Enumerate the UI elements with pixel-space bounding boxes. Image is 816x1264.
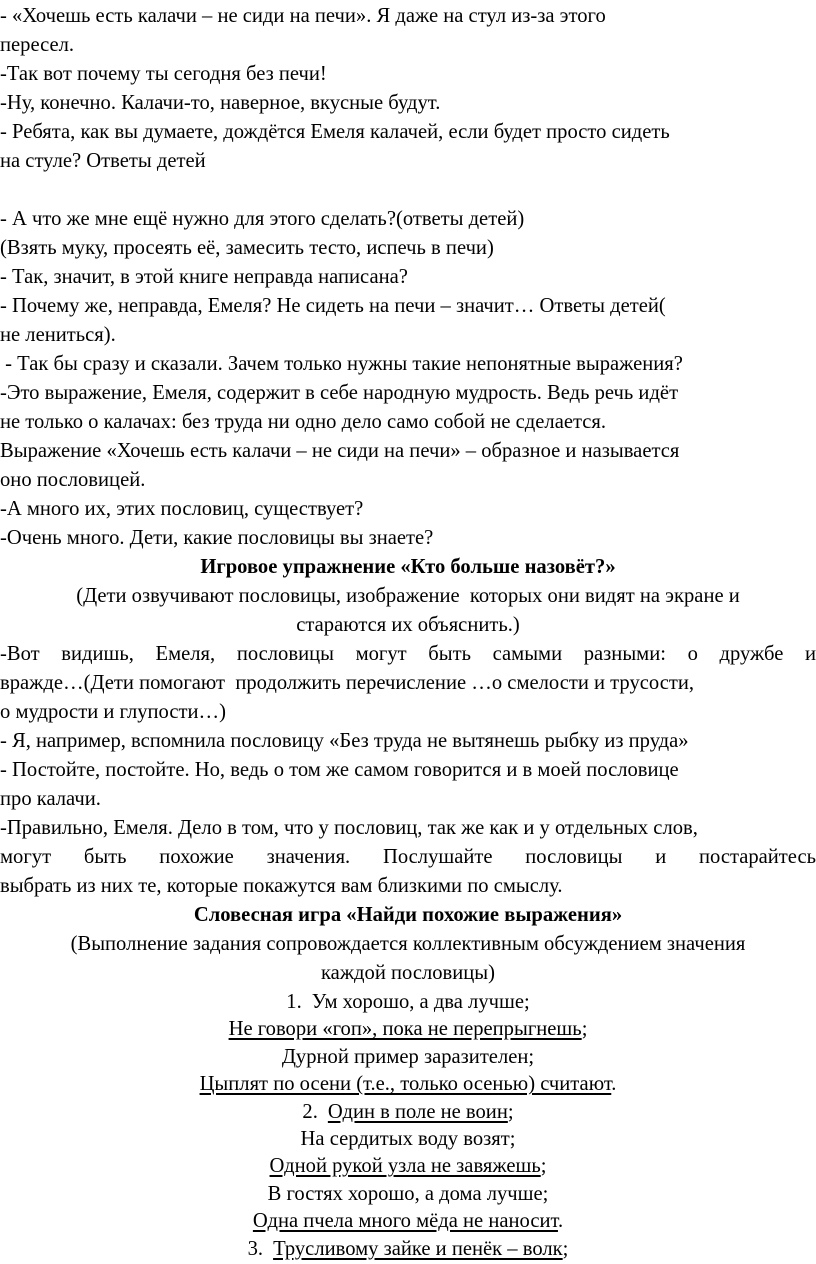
text-line: -А много их, этих пословиц, существует? (0, 498, 364, 520)
section-heading: Словесная игра «Найди похожие выражения» (193, 904, 623, 926)
proverb-line: Цыплят по осени (т.е., только осенью) считают. (199, 1073, 617, 1096)
text-line: не только о калачах: без труда ни одно дело само собой не сделается. (0, 411, 606, 433)
text-line: -Это выражение, Емеля, содержит в себе народную мудрость. Ведь речь идёт (0, 382, 679, 404)
text-line: о мудрости и глупости…) (0, 701, 226, 723)
proverb-line: Дурной пример заразителен; (281, 1045, 535, 1068)
text-line: -Так вот почему ты сегодня без печи! (0, 63, 327, 85)
proverb-line: Одна пчела много мёда не наносит. (252, 1210, 564, 1233)
text-line: могут быть похожие значения. Послушайте пословицы и постарайтесь (0, 846, 816, 868)
list-number: 2. (302, 1100, 318, 1123)
text-line: -Очень много. Дети, какие пословицы вы знаете? (0, 527, 434, 549)
list-number: 1. (286, 991, 302, 1013)
text-line: на стуле? Ответы детей (0, 150, 206, 172)
text-line: каждой пословицы) (320, 962, 495, 984)
text-line: (Дети озвучивают пословицы, изображение которых они видят на экране и (76, 585, 740, 607)
text-line: -Правильно, Емеля. Дело в том, что у пословиц, так же как и у отдельных слов, (0, 817, 698, 839)
text-line: - Я, например, вспомнила пословицу «Без труда не вытянешь рыбку из пруда» (0, 730, 689, 752)
text-line: (Выполнение задания сопровождается коллективным обсуждением значения (70, 933, 746, 955)
text-line: -Ну, конечно. Калачи-то, наверное, вкусные будут. (0, 92, 441, 114)
text-line: (Взять муку, просеять её, замесить тесто, испечь в печи) (0, 237, 494, 259)
text-line: не лениться). (0, 324, 116, 346)
list-item: 1. Ум хорошо, а два лучше; (0, 988, 816, 1017)
text-line: - «Хочешь есть калачи – не сиди на печи». Я даже на стул из-за этого (0, 5, 606, 27)
text-line: - Так, значит, в этой книге неправда написана? (0, 266, 408, 288)
proverb-line: Одной рукой узла не завяжешь; (269, 1155, 547, 1178)
text-line: выбрать из них те, которые покажутся вам близкими по смыслу. (0, 875, 563, 897)
text-line: - Почему же, неправда, Емеля? Не сидеть на печи – значит… Ответы детей( (0, 295, 666, 317)
proverb-line: На сердитых воду возят; (300, 1128, 516, 1150)
section-heading: Игровое упражнение «Кто больше назовёт?» (200, 556, 616, 578)
text-line: - Ребята, как вы думаете, дождётся Емеля калачей, если будет просто сидеть (0, 121, 670, 143)
text-line: вражде…(Дети помогают продолжить перечисление …о смелости и трусости, (0, 672, 695, 694)
text-line: стараются их объяснить.) (296, 614, 520, 636)
list-item: 2. Один в поле не воин; (0, 1098, 816, 1127)
list-item: 3. Трусливому зайке и пенёк – волк; (0, 1235, 816, 1264)
text-line: оно пословицей. (0, 469, 146, 491)
text-line: про калачи. (0, 788, 101, 810)
proverb-line: В гостях хорошо, а дома лучше; (267, 1182, 549, 1205)
text-line: - Так бы сразу и сказали. Зачем только нужны такие непонятные выражения? (0, 353, 683, 375)
proverb-line: Не говори «гоп», пока не перепрыгнешь; (228, 1018, 588, 1041)
text-line: пересел. (0, 34, 75, 56)
text-line: -Вот видишь, Емеля, пословицы могут быть самыми разными: о дружбе и (0, 643, 816, 665)
text-line: Выражение «Хочешь есть калачи – не сиди на печи» – образное и называется (0, 440, 680, 462)
list-number: 3. (247, 1237, 264, 1260)
text-line: - А что же мне ещё нужно для этого сделать?(ответы детей) (0, 208, 525, 230)
text-line: - Постойте, постойте. Но, ведь о том же самом говорится и в моей пословице (0, 759, 679, 781)
